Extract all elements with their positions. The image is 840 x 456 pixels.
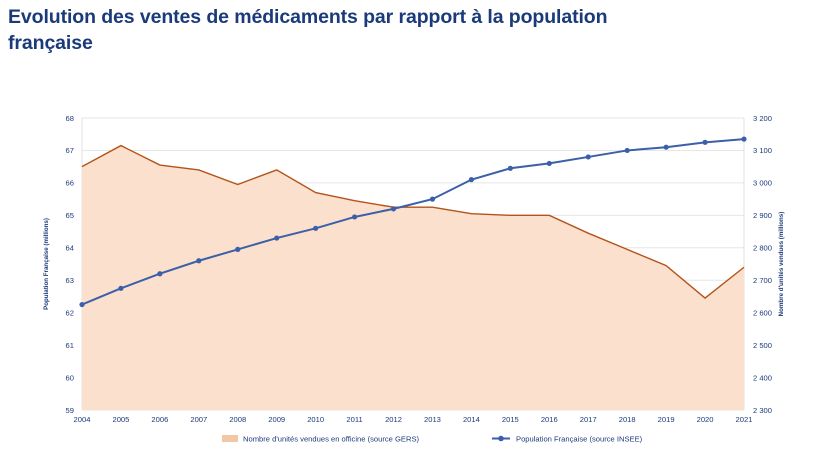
x-tick-label: 2015 <box>501 415 519 424</box>
y-right-tick-label: 3 200 <box>753 113 773 123</box>
population-point <box>547 161 552 166</box>
y-left-tick-label: 63 <box>65 276 74 286</box>
x-tick-label: 2017 <box>579 415 597 424</box>
sales-area-fill <box>82 146 744 410</box>
x-tick-label: 2010 <box>307 415 325 424</box>
x-tick-label: 2009 <box>268 415 286 424</box>
y-left-tick-label: 62 <box>65 308 74 318</box>
population-point <box>235 247 240 252</box>
chart-legend <box>222 435 643 444</box>
series-sales-area <box>82 146 744 410</box>
legend-swatch-sales <box>222 435 238 442</box>
population-point <box>586 154 591 159</box>
population-point <box>196 258 201 263</box>
x-tick-label: 2006 <box>151 415 169 424</box>
y-right-tick-label: 2 900 <box>753 211 773 221</box>
x-tick-label: 2018 <box>618 415 636 424</box>
population-point <box>274 235 279 240</box>
y-right-tick-label: 2 600 <box>753 308 773 318</box>
legend-marker-population <box>498 436 504 442</box>
x-tick-label: 2021 <box>735 415 753 424</box>
page-title: Evolution des ventes de médicaments par rapport à la population française <box>8 6 608 55</box>
y-left-tick-label: 61 <box>65 340 74 350</box>
legend-label-population: Population Française (source INSEE) <box>516 434 643 444</box>
x-tick-label: 2012 <box>385 415 402 424</box>
population-point <box>313 226 318 231</box>
population-point <box>469 177 474 182</box>
y-right-tick-label: 2 500 <box>753 340 773 350</box>
y-right-tick-label: 2 800 <box>753 243 773 253</box>
x-tick-label: 2008 <box>229 415 247 424</box>
population-point <box>702 140 707 145</box>
y-left-tick-label: 67 <box>65 146 74 156</box>
population-point <box>352 214 357 219</box>
population-point <box>741 136 746 141</box>
x-tick-label: 2004 <box>73 415 91 424</box>
y-axis-left-ticks <box>66 114 74 415</box>
population-point <box>430 197 435 202</box>
x-tick-label: 2019 <box>657 415 675 424</box>
legend-label-sales: Nombre d'unités vendues en officine (source GERS) <box>243 434 420 444</box>
y-right-tick-label: 2 400 <box>753 373 773 383</box>
population-point <box>79 302 84 307</box>
y-right-tick-label: 2 700 <box>753 276 773 286</box>
x-tick-label: 2013 <box>424 415 441 424</box>
population-point <box>391 206 396 211</box>
x-tick-label: 2005 <box>112 415 130 424</box>
y-right-tick-label: 3 100 <box>753 146 773 156</box>
y-left-tick-label: 68 <box>65 113 74 123</box>
population-point <box>625 148 630 153</box>
population-point <box>157 271 162 276</box>
y-left-tick-label: 65 <box>65 211 74 221</box>
y-right-tick-label: 3 000 <box>753 178 773 188</box>
x-tick-label: 2016 <box>540 415 558 424</box>
x-tick-label: 2020 <box>696 415 714 424</box>
population-point <box>664 145 669 150</box>
population-point <box>118 286 123 291</box>
chart-svg <box>0 100 840 456</box>
y-axis-right-label: Nombre d'unités vendues (millions) <box>778 211 785 317</box>
y-left-tick-label: 59 <box>65 405 74 415</box>
x-tick-label: 2014 <box>462 415 480 424</box>
x-axis-ticks <box>74 415 753 424</box>
population-point <box>508 166 513 171</box>
y-axis-right-ticks <box>753 114 772 415</box>
y-right-tick-label: 2 300 <box>753 405 773 415</box>
chart-plot-area <box>0 100 840 456</box>
y-axis-left-label: Population Française (millions) <box>43 218 50 310</box>
x-tick-label: 2011 <box>346 415 363 424</box>
y-left-tick-label: 60 <box>65 373 74 383</box>
x-tick-label: 2007 <box>190 415 208 424</box>
y-left-tick-label: 64 <box>65 243 74 253</box>
y-left-tick-label: 66 <box>65 178 74 188</box>
